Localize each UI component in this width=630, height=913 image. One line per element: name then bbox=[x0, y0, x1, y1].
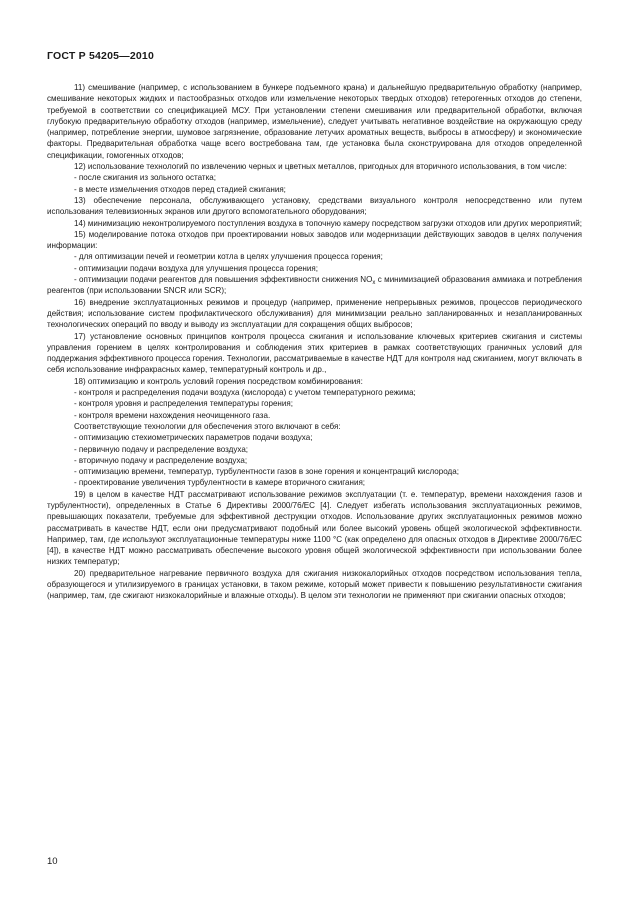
paragraph: Соответствующие технологии для обеспечения этого включают в себя: bbox=[74, 421, 341, 431]
paragraph: 19) в целом в качестве НДТ рассматривают использование режимов эксплуатации (т. е. температур, времени нахождения газов и турбулентности), определенных в Статье 6 Директивы 2000/76/ЕС [4]. Следует избегать использования эксплуатационных режимов, превышающих показатели, требуемые для эффективной деструкции отходов. Использование других эксплуатационных режимов можно рассматривать в качестве НДТ, если они предусматривают подобный или более высокий уровень общей экологической эффективности. Например, там, где используют эксплуатационные температуры ниже 1100 °С (как определено для опасных отходов в Директиве 2000/76/ЕС [4]), в качестве НДТ можно рассматривать обеспечение высокого уровня общей экологической эффективности при использовании более низких температур; bbox=[47, 489, 582, 567]
paragraph: 20) предварительное нагревание первичного воздуха для сжигания низкокалорийных отходов посредством использования тепла, образующегося и утилизируемого в границах установки, в таком режиме, который может привести к повышению результативности сжигания (например, там, где сжигают низкокалорийные и влажные отходы). В целом эти технологии не применяют при сжигании опасных отходов; bbox=[47, 568, 582, 601]
document-body bbox=[47, 82, 582, 602]
paragraph: 11) смешивание (например, с использованием в бункере подъемного крана) и дальнейшую предварительную обработку (например, смешивание некоторых жидких и пастообразных отходов или измельчение некоторых твердых отходов) гетерогенных отходов до степени, требуемой в соответствии со спецификацией МСУ. При установлении степени смешивания или предварительной обработки, включая глубокую предварительную обработку отходов (например, измельчение), следует учитывать негативное воздействие на окружающую среду (например, потребление энергии, шумовое загрязнение, образование летучих ароматных веществ, выбросы в атмосферу) и экономические факторы. Предварительная обработка чаще всего востребована там, где установка была сконструирована для отходов определенной спецификации, гомогенных отходов; bbox=[47, 83, 582, 160]
paragraph: - в месте измельчения отходов перед стадией сжигания; bbox=[74, 184, 286, 194]
paragraph: 18) оптимизацию и контроль условий горения посредством комбинирования: bbox=[74, 376, 363, 386]
paragraph: 17) установление основных принципов контроля процесса сжигания и использование ключевых критериев сжигания и системы управления горением в целях контролирования и соблюдения этих критериев в рамках соответствующих граничных условий для поддержания эффективного процесса горения. Технологии, рассматриваемые в качестве НДТ для контроля над сжиганием, могут включать в себя использование инфракрасных камер, температурный контроль и др., bbox=[47, 331, 582, 375]
paragraph: 13) обеспечение персонала, обслуживающего установку, средствами визуального контроля непосредственно или путем использования телевизионных экранов или другого вспомогательного оборудования; bbox=[47, 195, 582, 217]
page-number: 10 bbox=[47, 856, 58, 867]
paragraph: - для оптимизации печей и геометрии котла в целях улучшения процесса горения; bbox=[74, 252, 383, 262]
paragraph: - после сжигания из зольного остатка; bbox=[74, 173, 217, 183]
paragraph: - проектирование увеличения турбулентности в камере вторичного сжигания; bbox=[74, 478, 366, 488]
paragraph: - первичную подачу и распределение воздуха; bbox=[74, 444, 249, 454]
paragraph: 12) использование технологий по извлечению черных и цветных металлов, пригодных для вторичного использования, в том числе: bbox=[74, 162, 567, 172]
paragraph: 15) моделирование потока отходов при проектировании новых заводов или модернизации действующих заводов в целях получения информации: bbox=[47, 229, 582, 251]
paragraph: - контроля времени нахождения неочищенного газа. bbox=[74, 410, 271, 420]
paragraph: - оптимизацию времени, температур, турбулентности газов в зоне горения и концентраций кислорода; bbox=[74, 467, 459, 477]
paragraph: - оптимизацию стехиометрических параметров подачи воздуха; bbox=[74, 433, 313, 443]
document-header: ГОСТ Р 54205—2010 bbox=[47, 50, 155, 62]
paragraph: - контроля и распределения подачи воздуха (кислорода) с учетом температурного режима; bbox=[74, 388, 416, 398]
paragraph: - оптимизации подачи воздуха для улучшения процесса горения; bbox=[74, 263, 318, 273]
paragraph: 14) минимизацию неконтролируемого поступления воздуха в топочную камеру посредством загрузки отходов или других мероприятий; bbox=[74, 218, 582, 228]
paragraph: 16) внедрение эксплуатационных режимов и процедур (например, применение непрерывных режимов, процессов периодического действия; использование систем профилактического обслуживания) для минимизации реально запланированных и незапланированных технологических операций по вводу и выводу из эксплуатации для сокращения общих выбросов; bbox=[47, 297, 582, 330]
paragraph: - вторичную подачу и распределение воздуха; bbox=[74, 455, 248, 465]
paragraph: - контроля уровня и распределения температуры горения; bbox=[74, 399, 293, 409]
paragraph: - оптимизации подачи реагентов для повышения эффективности снижения $NO_x$ с минимизацией образования аммиака и потребления реагентов (при использовании SNCR или SCR); bbox=[47, 275, 582, 296]
